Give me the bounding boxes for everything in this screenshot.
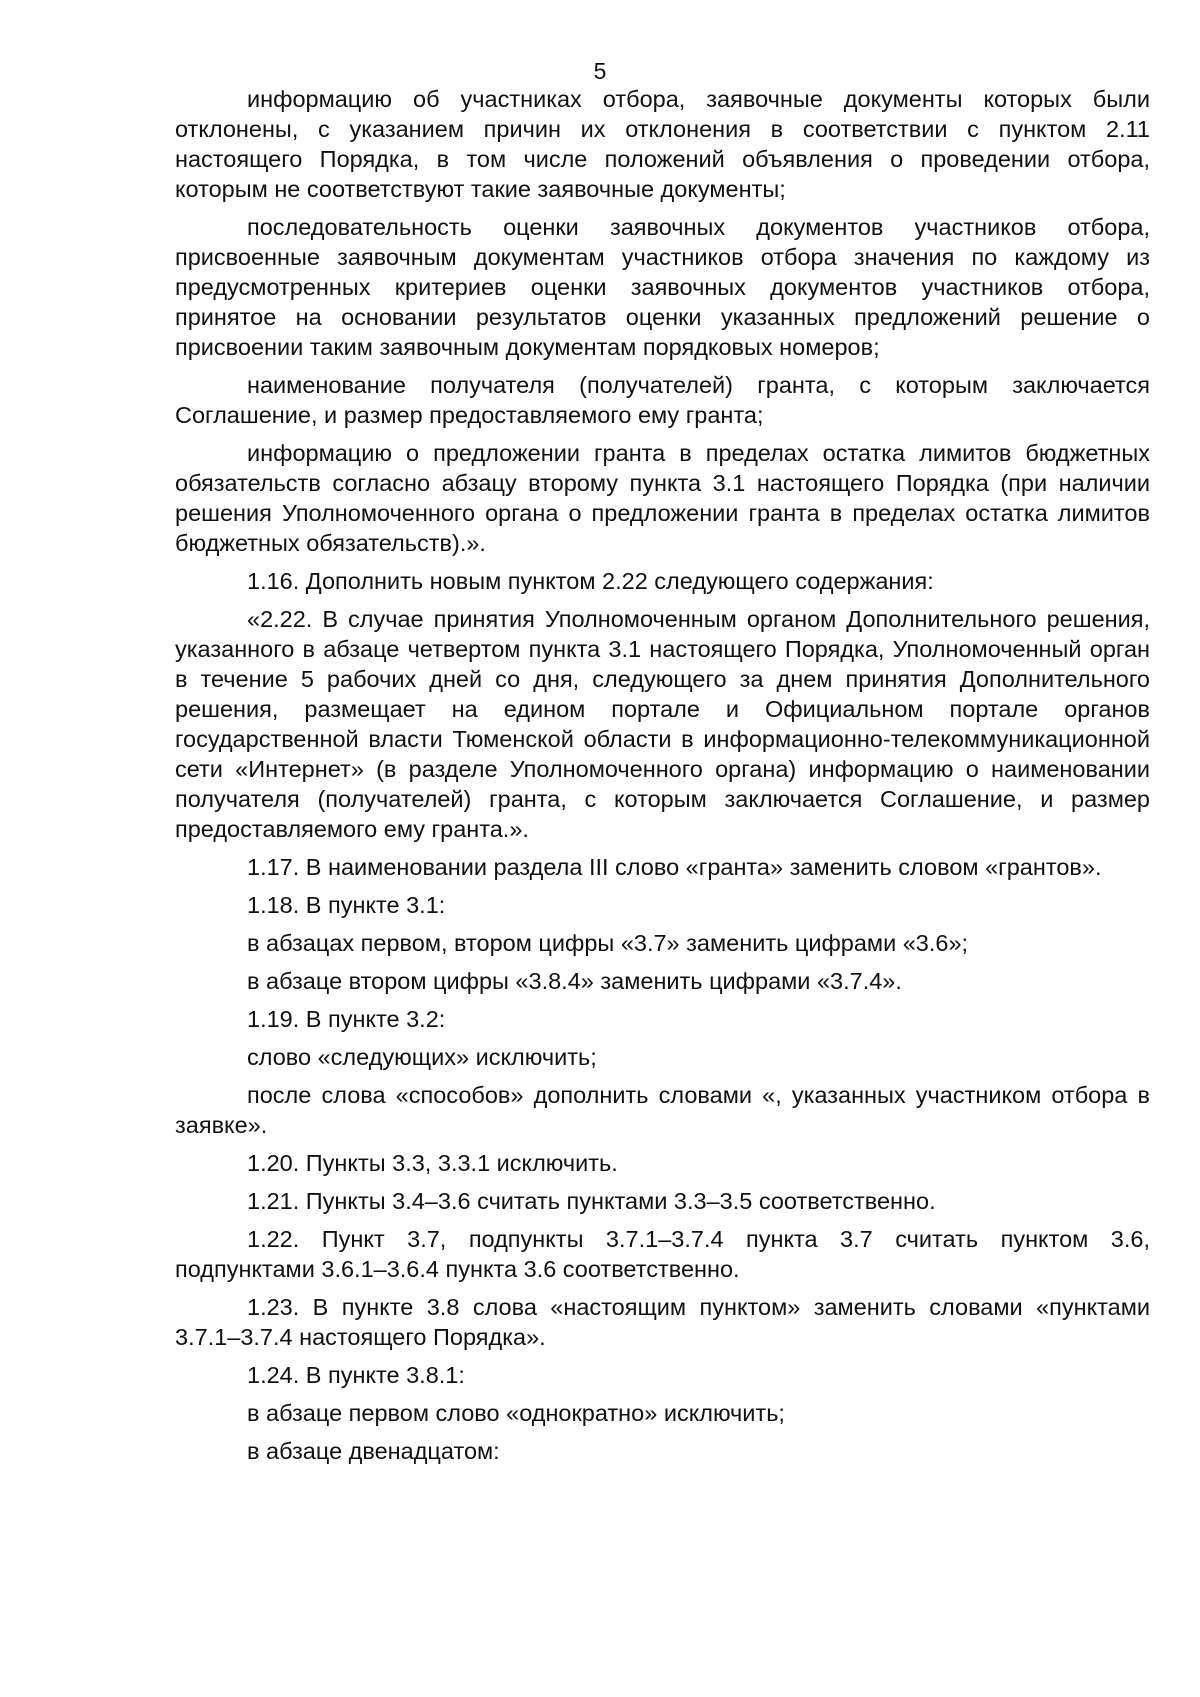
paragraph: 1.19. В пункте 3.2: bbox=[247, 1006, 446, 1032]
paragraph: информацию об участниках отбора, заявочные документы которых были отклонены, с указанием причин их отклонения в соответствии с пунктом 2.11 настоящего Порядка, в том числе положений объявления о проведении отбора, которым не соответствуют такие заявочные документы; bbox=[175, 86, 1150, 202]
page-number: 5 bbox=[593, 58, 607, 84]
paragraph: 1.16. Дополнить новым пунктом 2.22 следующего содержания: bbox=[247, 568, 934, 594]
paragraph: наименование получателя (получателей) гранта, с которым заключается Соглашение, и размер предоставляемого ему гранта; bbox=[175, 372, 1150, 428]
paragraph: «2.22. В случае принятия Уполномоченным органом Дополнительного решения, указанного в абзаце четвертом пункта 3.1 настоящего Порядка, Уполномоченный орган в течение 5 рабочих дней со дня, следующего за днем принятия Дополнительного решения, размещает на едином портале и Официальном портале органов государственной власти Тюменской области в информационно-телекоммуникационной сети «Интернет» (в разделе Уполномоченного органа) информацию о наименовании получателя (получателей) гранта, с которым заключается Соглашение, и размер предоставляемого ему гранта.». bbox=[175, 606, 1150, 842]
paragraph: последовательность оценки заявочных документов участников отбора, присвоенные заявочным документам участников отбора значения по каждому из предусмотренных критериев оценки заявочных документов участников отбора, принятое на основании результатов оценки указанных предложений решение о присвоении таким заявочным документам порядковых номеров; bbox=[175, 214, 1150, 360]
paragraph: 1.21. Пункты 3.4–3.6 считать пунктами 3.3–3.5 соответственно. bbox=[247, 1188, 936, 1214]
paragraph: 1.17. В наименовании раздела III слово «гранта» заменить словом «грантов». bbox=[247, 854, 1102, 880]
paragraph: в абзаце первом слово «однократно» исключить; bbox=[247, 1400, 785, 1426]
paragraph: в абзацах первом, втором цифры «3.7» заменить цифрами «3.6»; bbox=[247, 930, 969, 956]
document-body bbox=[175, 84, 1150, 1474]
paragraph: в абзаце втором цифры «3.8.4» заменить цифрами «3.7.4». bbox=[247, 968, 902, 994]
paragraph: 1.24. В пункте 3.8.1: bbox=[247, 1362, 465, 1388]
paragraph: информацию о предложении гранта в пределах остатка лимитов бюджетных обязательств согласно абзацу второму пункта 3.1 настоящего Порядка (при наличии решения Уполномоченного органа о предложении гранта в пределах остатка лимитов бюджетных обязательств).». bbox=[175, 440, 1150, 556]
paragraph: 1.22. Пункт 3.7, подпункты 3.7.1–3.7.4 пункта 3.7 считать пунктом 3.6, подпунктами 3.6.1–3.6.4 пункта 3.6 соответственно. bbox=[175, 1226, 1150, 1282]
paragraph: после слова «способов» дополнить словами «, указанных участником отбора в заявке». bbox=[175, 1082, 1150, 1138]
paragraph: 1.20. Пункты 3.3, 3.3.1 исключить. bbox=[247, 1150, 618, 1176]
paragraph: 1.23. В пункте 3.8 слова «настоящим пунктом» заменить словами «пунктами 3.7.1–3.7.4 настоящего Порядка». bbox=[175, 1294, 1150, 1350]
paragraph: 1.18. В пункте 3.1: bbox=[247, 892, 446, 918]
paragraph: слово «следующих» исключить; bbox=[247, 1044, 597, 1070]
paragraph: в абзаце двенадцатом: bbox=[247, 1438, 500, 1464]
